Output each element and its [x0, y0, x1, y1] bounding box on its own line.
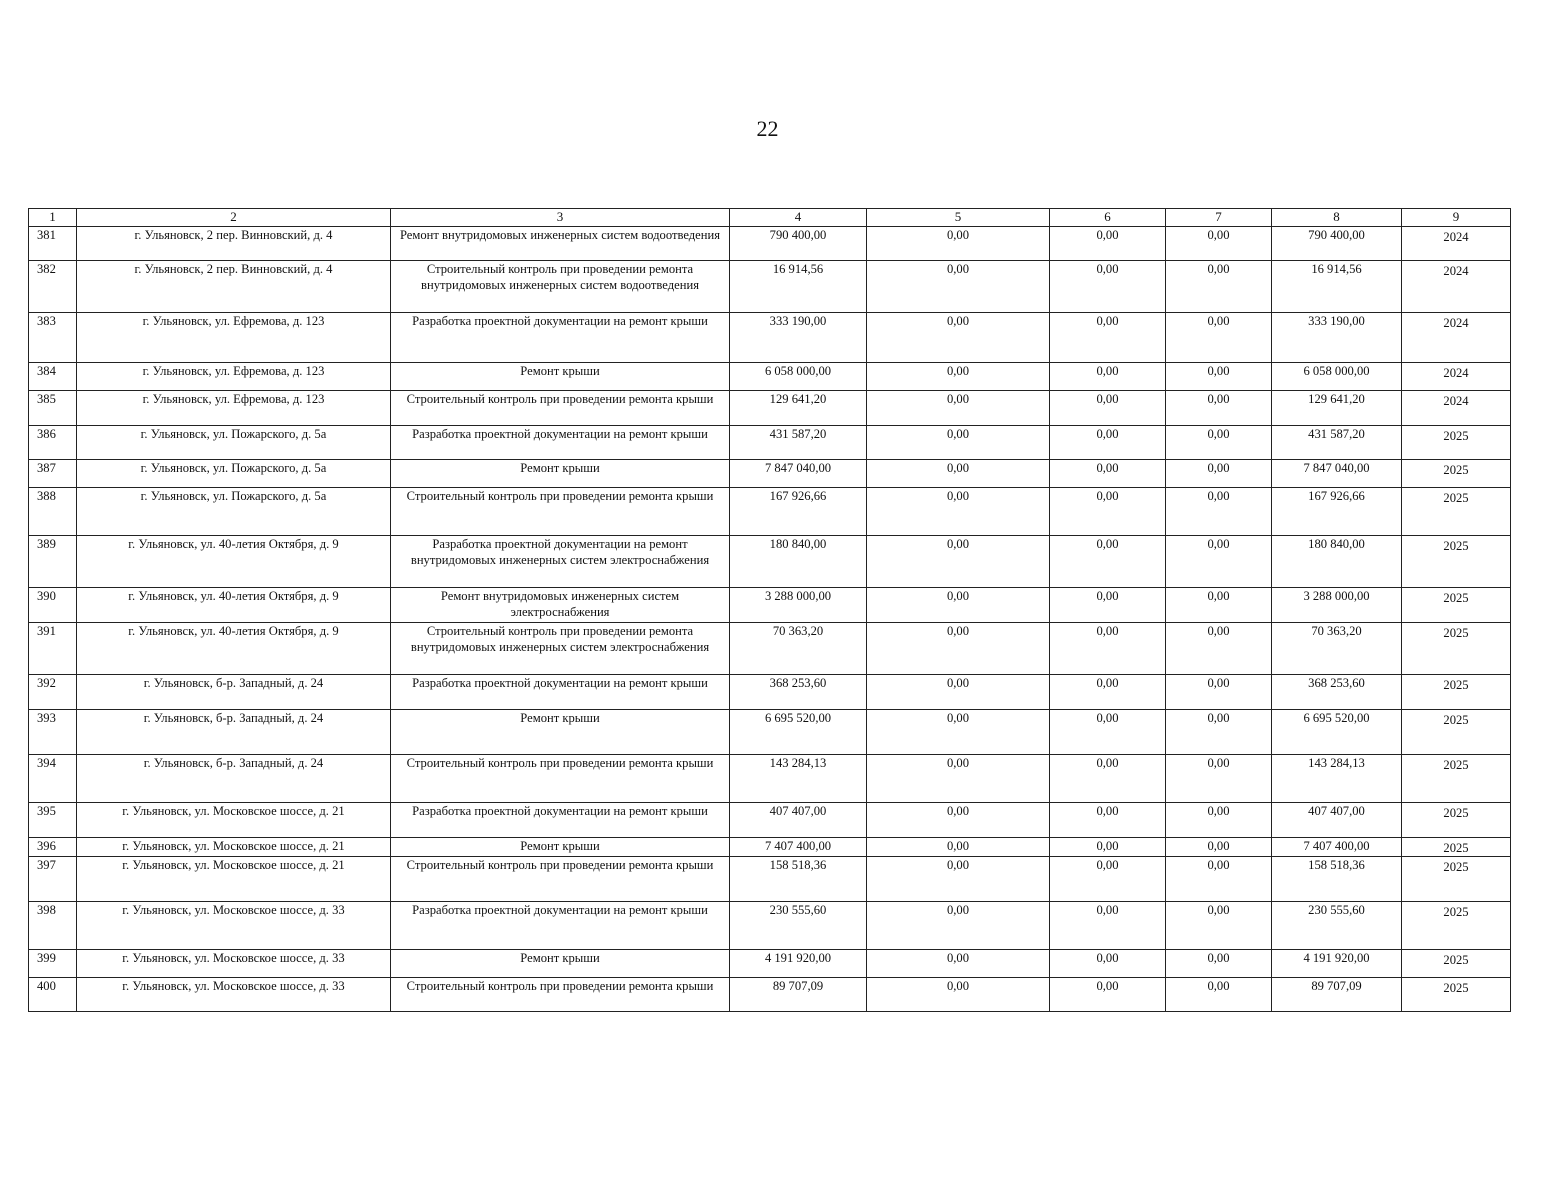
year-cell: 2024	[1402, 227, 1511, 261]
address-cell: г. Ульяновск, ул. Пожарского, д. 5а	[77, 426, 391, 460]
row-number: 388	[29, 488, 77, 536]
amount-col-4: 230 555,60	[730, 902, 867, 950]
amount-col-5: 0,00	[867, 227, 1050, 261]
table-row	[29, 623, 1511, 675]
year-cell: 2025	[1402, 623, 1511, 675]
row-number: 381	[29, 227, 77, 261]
amount-col-6: 0,00	[1050, 588, 1166, 623]
table-row	[29, 313, 1511, 363]
table-row	[29, 978, 1511, 1012]
work-type-cell: Строительный контроль при проведении ремонта крыши	[391, 978, 730, 1012]
amount-col-4: 180 840,00	[730, 536, 867, 588]
address-cell: г. Ульяновск, 2 пер. Винновский, д. 4	[77, 227, 391, 261]
amount-col-5: 0,00	[867, 838, 1050, 857]
amount-col-8: 407 407,00	[1272, 803, 1402, 838]
row-number: 393	[29, 710, 77, 755]
year-cell: 2025	[1402, 950, 1511, 978]
amount-col-6: 0,00	[1050, 675, 1166, 710]
address-cell: г. Ульяновск, ул. Московское шоссе, д. 21	[77, 857, 391, 902]
amount-col-6: 0,00	[1050, 488, 1166, 536]
work-type-cell: Разработка проектной документации на ремонт крыши	[391, 803, 730, 838]
row-number: 390	[29, 588, 77, 623]
amount-col-5: 0,00	[867, 623, 1050, 675]
column-header: 7	[1166, 209, 1272, 227]
amount-col-4: 368 253,60	[730, 675, 867, 710]
amount-col-7: 0,00	[1166, 838, 1272, 857]
amount-col-4: 7 847 040,00	[730, 460, 867, 488]
amount-col-7: 0,00	[1166, 313, 1272, 363]
year-cell: 2025	[1402, 838, 1511, 857]
column-header: 5	[867, 209, 1050, 227]
address-cell: г. Ульяновск, ул. Пожарского, д. 5а	[77, 488, 391, 536]
table-row	[29, 261, 1511, 313]
amount-col-5: 0,00	[867, 710, 1050, 755]
address-cell: г. Ульяновск, ул. Московское шоссе, д. 33	[77, 902, 391, 950]
column-header: 3	[391, 209, 730, 227]
table-row	[29, 588, 1511, 623]
year-cell: 2025	[1402, 978, 1511, 1012]
table-row	[29, 363, 1511, 391]
amount-col-4: 407 407,00	[730, 803, 867, 838]
amount-col-8: 158 518,36	[1272, 857, 1402, 902]
row-number: 400	[29, 978, 77, 1012]
address-cell: г. Ульяновск, ул. Московское шоссе, д. 21	[77, 838, 391, 857]
amount-col-7: 0,00	[1166, 391, 1272, 426]
address-cell: г. Ульяновск, б-р. Западный, д. 24	[77, 710, 391, 755]
amount-col-4: 333 190,00	[730, 313, 867, 363]
table-row	[29, 803, 1511, 838]
amount-col-8: 143 284,13	[1272, 755, 1402, 803]
amount-col-8: 333 190,00	[1272, 313, 1402, 363]
work-type-cell: Ремонт крыши	[391, 460, 730, 488]
amount-col-8: 16 914,56	[1272, 261, 1402, 313]
repair-schedule-table-container	[28, 208, 1510, 1012]
amount-col-7: 0,00	[1166, 950, 1272, 978]
work-type-cell: Ремонт внутридомовых инженерных систем водоотведения	[391, 227, 730, 261]
table-row	[29, 426, 1511, 460]
table-row	[29, 460, 1511, 488]
year-cell: 2024	[1402, 391, 1511, 426]
work-type-cell: Разработка проектной документации на ремонт крыши	[391, 313, 730, 363]
amount-col-4: 431 587,20	[730, 426, 867, 460]
amount-col-7: 0,00	[1166, 978, 1272, 1012]
column-header: 2	[77, 209, 391, 227]
amount-col-7: 0,00	[1166, 902, 1272, 950]
address-cell: г. Ульяновск, ул. Ефремова, д. 123	[77, 363, 391, 391]
work-type-cell: Ремонт крыши	[391, 710, 730, 755]
amount-col-8: 89 707,09	[1272, 978, 1402, 1012]
amount-col-5: 0,00	[867, 391, 1050, 426]
amount-col-8: 368 253,60	[1272, 675, 1402, 710]
amount-col-6: 0,00	[1050, 803, 1166, 838]
amount-col-4: 158 518,36	[730, 857, 867, 902]
amount-col-5: 0,00	[867, 978, 1050, 1012]
amount-col-8: 3 288 000,00	[1272, 588, 1402, 623]
amount-col-6: 0,00	[1050, 391, 1166, 426]
work-type-cell: Строительный контроль при проведении ремонта крыши	[391, 391, 730, 426]
year-cell: 2025	[1402, 803, 1511, 838]
work-type-cell: Строительный контроль при проведении ремонта крыши	[391, 857, 730, 902]
amount-col-4: 70 363,20	[730, 623, 867, 675]
work-type-cell: Строительный контроль при проведении ремонта внутридомовых инженерных систем водоотведения	[391, 261, 730, 313]
address-cell: г. Ульяновск, 2 пер. Винновский, д. 4	[77, 261, 391, 313]
amount-col-5: 0,00	[867, 803, 1050, 838]
address-cell: г. Ульяновск, б-р. Западный, д. 24	[77, 675, 391, 710]
amount-col-4: 790 400,00	[730, 227, 867, 261]
year-cell: 2025	[1402, 426, 1511, 460]
amount-col-7: 0,00	[1166, 710, 1272, 755]
amount-col-5: 0,00	[867, 857, 1050, 902]
amount-col-4: 89 707,09	[730, 978, 867, 1012]
amount-col-7: 0,00	[1166, 755, 1272, 803]
amount-col-8: 790 400,00	[1272, 227, 1402, 261]
amount-col-7: 0,00	[1166, 588, 1272, 623]
address-cell: г. Ульяновск, б-р. Западный, д. 24	[77, 755, 391, 803]
amount-col-8: 230 555,60	[1272, 902, 1402, 950]
amount-col-5: 0,00	[867, 755, 1050, 803]
row-number: 391	[29, 623, 77, 675]
amount-col-5: 0,00	[867, 261, 1050, 313]
year-cell: 2025	[1402, 675, 1511, 710]
amount-col-4: 6 695 520,00	[730, 710, 867, 755]
column-header: 1	[29, 209, 77, 227]
amount-col-6: 0,00	[1050, 857, 1166, 902]
amount-col-5: 0,00	[867, 902, 1050, 950]
amount-col-8: 6 695 520,00	[1272, 710, 1402, 755]
table-row	[29, 857, 1511, 902]
column-header: 9	[1402, 209, 1511, 227]
amount-col-4: 167 926,66	[730, 488, 867, 536]
address-cell: г. Ульяновск, ул. 40-летия Октября, д. 9	[77, 623, 391, 675]
year-cell: 2025	[1402, 588, 1511, 623]
amount-col-7: 0,00	[1166, 363, 1272, 391]
amount-col-6: 0,00	[1050, 755, 1166, 803]
repair-schedule-table	[28, 208, 1511, 1012]
amount-col-6: 0,00	[1050, 710, 1166, 755]
table-row	[29, 950, 1511, 978]
amount-col-4: 129 641,20	[730, 391, 867, 426]
row-number: 387	[29, 460, 77, 488]
amount-col-4: 6 058 000,00	[730, 363, 867, 391]
amount-col-5: 0,00	[867, 488, 1050, 536]
column-header: 8	[1272, 209, 1402, 227]
amount-col-4: 16 914,56	[730, 261, 867, 313]
amount-col-6: 0,00	[1050, 838, 1166, 857]
amount-col-6: 0,00	[1050, 261, 1166, 313]
column-header: 4	[730, 209, 867, 227]
amount-col-7: 0,00	[1166, 623, 1272, 675]
amount-col-4: 7 407 400,00	[730, 838, 867, 857]
column-header: 6	[1050, 209, 1166, 227]
row-number: 382	[29, 261, 77, 313]
year-cell: 2024	[1402, 261, 1511, 313]
table-row	[29, 755, 1511, 803]
work-type-cell: Ремонт крыши	[391, 838, 730, 857]
year-cell: 2024	[1402, 313, 1511, 363]
table-row	[29, 488, 1511, 536]
work-type-cell: Разработка проектной документации на ремонт крыши	[391, 675, 730, 710]
row-number: 395	[29, 803, 77, 838]
address-cell: г. Ульяновск, ул. Московское шоссе, д. 33	[77, 950, 391, 978]
amount-col-8: 431 587,20	[1272, 426, 1402, 460]
amount-col-8: 7 407 400,00	[1272, 838, 1402, 857]
work-type-cell: Разработка проектной документации на ремонт крыши	[391, 902, 730, 950]
row-number: 397	[29, 857, 77, 902]
amount-col-5: 0,00	[867, 313, 1050, 363]
year-cell: 2025	[1402, 902, 1511, 950]
column-number-header-row	[29, 209, 1511, 227]
table-row	[29, 710, 1511, 755]
address-cell: г. Ульяновск, ул. Московское шоссе, д. 21	[77, 803, 391, 838]
work-type-cell: Разработка проектной документации на ремонт внутридомовых инженерных систем электроснабжения	[391, 536, 730, 588]
amount-col-6: 0,00	[1050, 227, 1166, 261]
amount-col-5: 0,00	[867, 950, 1050, 978]
amount-col-6: 0,00	[1050, 426, 1166, 460]
address-cell: г. Ульяновск, ул. 40-летия Октября, д. 9	[77, 588, 391, 623]
amount-col-6: 0,00	[1050, 978, 1166, 1012]
amount-col-7: 0,00	[1166, 426, 1272, 460]
amount-col-5: 0,00	[867, 588, 1050, 623]
year-cell: 2025	[1402, 857, 1511, 902]
amount-col-6: 0,00	[1050, 902, 1166, 950]
address-cell: г. Ульяновск, ул. Ефремова, д. 123	[77, 313, 391, 363]
amount-col-8: 129 641,20	[1272, 391, 1402, 426]
amount-col-7: 0,00	[1166, 857, 1272, 902]
amount-col-4: 3 288 000,00	[730, 588, 867, 623]
work-type-cell: Ремонт внутридомовых инженерных систем электроснабжения	[391, 588, 730, 623]
amount-col-6: 0,00	[1050, 623, 1166, 675]
amount-col-6: 0,00	[1050, 363, 1166, 391]
amount-col-6: 0,00	[1050, 313, 1166, 363]
amount-col-6: 0,00	[1050, 460, 1166, 488]
amount-col-5: 0,00	[867, 363, 1050, 391]
amount-col-7: 0,00	[1166, 261, 1272, 313]
year-cell: 2025	[1402, 460, 1511, 488]
amount-col-7: 0,00	[1166, 488, 1272, 536]
work-type-cell: Ремонт крыши	[391, 950, 730, 978]
amount-col-8: 167 926,66	[1272, 488, 1402, 536]
work-type-cell: Строительный контроль при проведении ремонта крыши	[391, 755, 730, 803]
amount-col-7: 0,00	[1166, 227, 1272, 261]
work-type-cell: Ремонт крыши	[391, 363, 730, 391]
page-number: 22	[756, 116, 779, 141]
table-row	[29, 536, 1511, 588]
table-body	[29, 227, 1511, 1012]
row-number: 385	[29, 391, 77, 426]
amount-col-7: 0,00	[1166, 675, 1272, 710]
table-row	[29, 391, 1511, 426]
row-number: 399	[29, 950, 77, 978]
amount-col-4: 4 191 920,00	[730, 950, 867, 978]
amount-col-5: 0,00	[867, 426, 1050, 460]
amount-col-5: 0,00	[867, 536, 1050, 588]
year-cell: 2024	[1402, 363, 1511, 391]
amount-col-8: 6 058 000,00	[1272, 363, 1402, 391]
row-number: 392	[29, 675, 77, 710]
amount-col-8: 180 840,00	[1272, 536, 1402, 588]
amount-col-7: 0,00	[1166, 460, 1272, 488]
row-number: 383	[29, 313, 77, 363]
table-row	[29, 902, 1511, 950]
work-type-cell: Разработка проектной документации на ремонт крыши	[391, 426, 730, 460]
amount-col-5: 0,00	[867, 675, 1050, 710]
amount-col-6: 0,00	[1050, 950, 1166, 978]
year-cell: 2025	[1402, 755, 1511, 803]
table-row	[29, 838, 1511, 857]
year-cell: 2025	[1402, 710, 1511, 755]
table-row	[29, 227, 1511, 261]
row-number: 384	[29, 363, 77, 391]
address-cell: г. Ульяновск, ул. Пожарского, д. 5а	[77, 460, 391, 488]
amount-col-8: 7 847 040,00	[1272, 460, 1402, 488]
work-type-cell: Строительный контроль при проведении ремонта внутридомовых инженерных систем электроснабжения	[391, 623, 730, 675]
address-cell: г. Ульяновск, ул. Московское шоссе, д. 33	[77, 978, 391, 1012]
row-number: 389	[29, 536, 77, 588]
amount-col-6: 0,00	[1050, 536, 1166, 588]
address-cell: г. Ульяновск, ул. Ефремова, д. 123	[77, 391, 391, 426]
amount-col-4: 143 284,13	[730, 755, 867, 803]
amount-col-5: 0,00	[867, 460, 1050, 488]
table-row	[29, 675, 1511, 710]
row-number: 394	[29, 755, 77, 803]
amount-col-7: 0,00	[1166, 536, 1272, 588]
row-number: 386	[29, 426, 77, 460]
amount-col-8: 70 363,20	[1272, 623, 1402, 675]
year-cell: 2025	[1402, 488, 1511, 536]
address-cell: г. Ульяновск, ул. 40-летия Октября, д. 9	[77, 536, 391, 588]
row-number: 396	[29, 838, 77, 857]
work-type-cell: Строительный контроль при проведении ремонта крыши	[391, 488, 730, 536]
amount-col-7: 0,00	[1166, 803, 1272, 838]
year-cell: 2025	[1402, 536, 1511, 588]
row-number: 398	[29, 902, 77, 950]
amount-col-8: 4 191 920,00	[1272, 950, 1402, 978]
